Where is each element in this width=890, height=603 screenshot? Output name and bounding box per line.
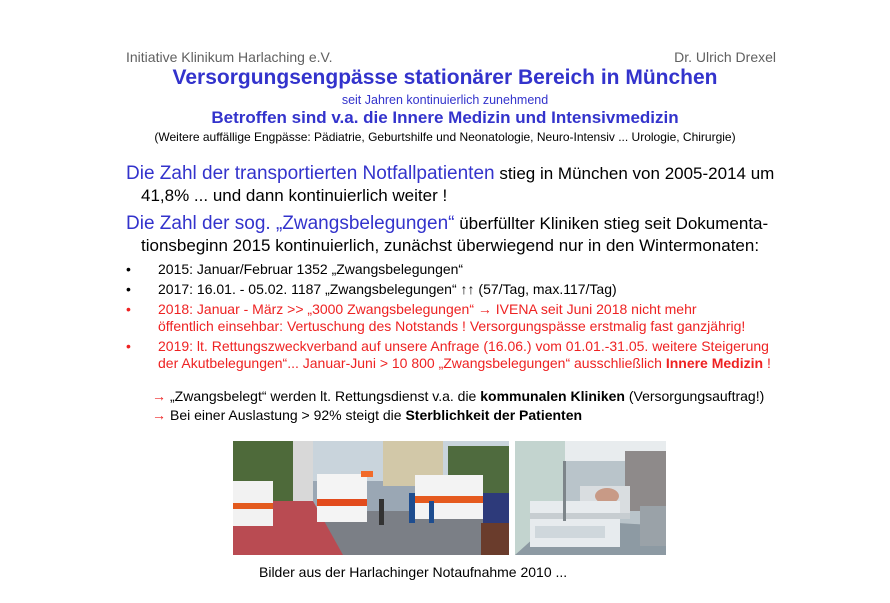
list-item-text: 2019: lt. Rettungszweckverband auf unsere Anfrage (16.06.) vom 01.01.-31.05. weitere Steigerung bbox=[158, 338, 769, 354]
list-item-2015 bbox=[126, 261, 771, 278]
arrow-right-icon: → bbox=[152, 407, 166, 423]
bullet-marker: • bbox=[126, 338, 131, 354]
bullet-marker: • bbox=[126, 281, 131, 297]
forced-admissions-paragraph bbox=[126, 213, 768, 257]
list-item-2018 bbox=[126, 301, 771, 335]
paragraph-highlight: Die Zahl der sog. „Zwangsbelegungen“ bbox=[126, 213, 455, 234]
page-subtitle: seit Jahren kontinuierlich zunehmend bbox=[341, 93, 549, 107]
list-item-text-continued: der Akutbelegungen“... Januar-Juni > 10 800 „Zwangsbelegungen“ ausschließlich Innere Medizin ! bbox=[158, 355, 771, 371]
list-item-2017 bbox=[126, 281, 771, 298]
list-item-2019 bbox=[126, 338, 771, 372]
conclusions-list bbox=[152, 387, 764, 425]
inner-medicine-emphasis: Innere Medizin bbox=[665, 355, 764, 371]
photo-caption: Bilder aus der Harlachinger Notaufnahme 2010 ... bbox=[259, 564, 568, 580]
paragraph-highlight: Die Zahl der transportierten Notfallpatienten bbox=[126, 163, 495, 184]
paragraph-text: stieg in München von 2005-2014 um bbox=[494, 164, 775, 183]
paragraph-continuation: tionsbeginn 2015 kontinuierlich, zunächst überwiegend nur in den Wintermonaten: bbox=[141, 236, 760, 255]
further-bottlenecks-note: (Weitere auffällige Engpässe: Pädiatrie, Geburtshilfe und Neonatologie, Neuro-Intensiv ... Urologie, Chirurgie) bbox=[154, 130, 736, 144]
mortality-emphasis: Sterblichkeit der Patienten bbox=[405, 407, 583, 423]
yearly-statistics-list bbox=[126, 261, 771, 375]
organization-name: Initiative Klinikum Harlaching e.V. bbox=[126, 49, 333, 65]
affected-departments-heading: Betroffen sind v.a. die Innere Medizin und Intensivmedizin bbox=[211, 108, 679, 127]
list-item-text: 2018: Januar - März >> „3000 Zwangsbelegungen“ → IVENA seit Juni 2018 nicht mehr bbox=[158, 301, 697, 317]
conclusion-mortality: → Bei einer Auslastung > 92% steigt die Sterblichkeit der Patienten bbox=[152, 407, 583, 423]
list-item-text: 2015: Januar/Februar 1352 „Zwangsbelegungen“ bbox=[158, 261, 464, 277]
arrow-right-icon: → bbox=[152, 388, 166, 404]
conclusion-municipal-clinics: → „Zwangsbelegt“ werden lt. Rettungsdienst v.a. die kommunalen Kliniken (Versorgungsauftrag!) bbox=[152, 388, 765, 404]
hallway-beds-photo bbox=[515, 441, 666, 555]
paragraph-text: überfüllter Kliniken stieg seit Dokumenta- bbox=[454, 214, 769, 233]
emergency-patients-paragraph bbox=[126, 163, 774, 207]
ambulance-photo bbox=[233, 441, 509, 555]
paragraph-continuation: 41,8% ... und dann kontinuierlich weiter ! bbox=[141, 186, 448, 205]
page-title: Versorgungsengpässe stationärer Bereich in München bbox=[172, 66, 718, 89]
list-item-text-continued: öffentlich einsehbar: Vertuschung des Notstands ! Versorgungspässe erstmalig fast ganzjährig! bbox=[158, 318, 746, 334]
author-name: Dr. Ulrich Drexel bbox=[674, 49, 776, 65]
bullet-marker: • bbox=[126, 301, 131, 317]
bullet-marker: • bbox=[126, 261, 131, 277]
municipal-clinics-emphasis: kommunalen Kliniken bbox=[480, 388, 625, 404]
list-item-text: 2017: 16.01. - 05.02. 1187 „Zwangsbelegungen“ ↑↑ (57/Tag, max.117/Tag) bbox=[158, 281, 617, 297]
